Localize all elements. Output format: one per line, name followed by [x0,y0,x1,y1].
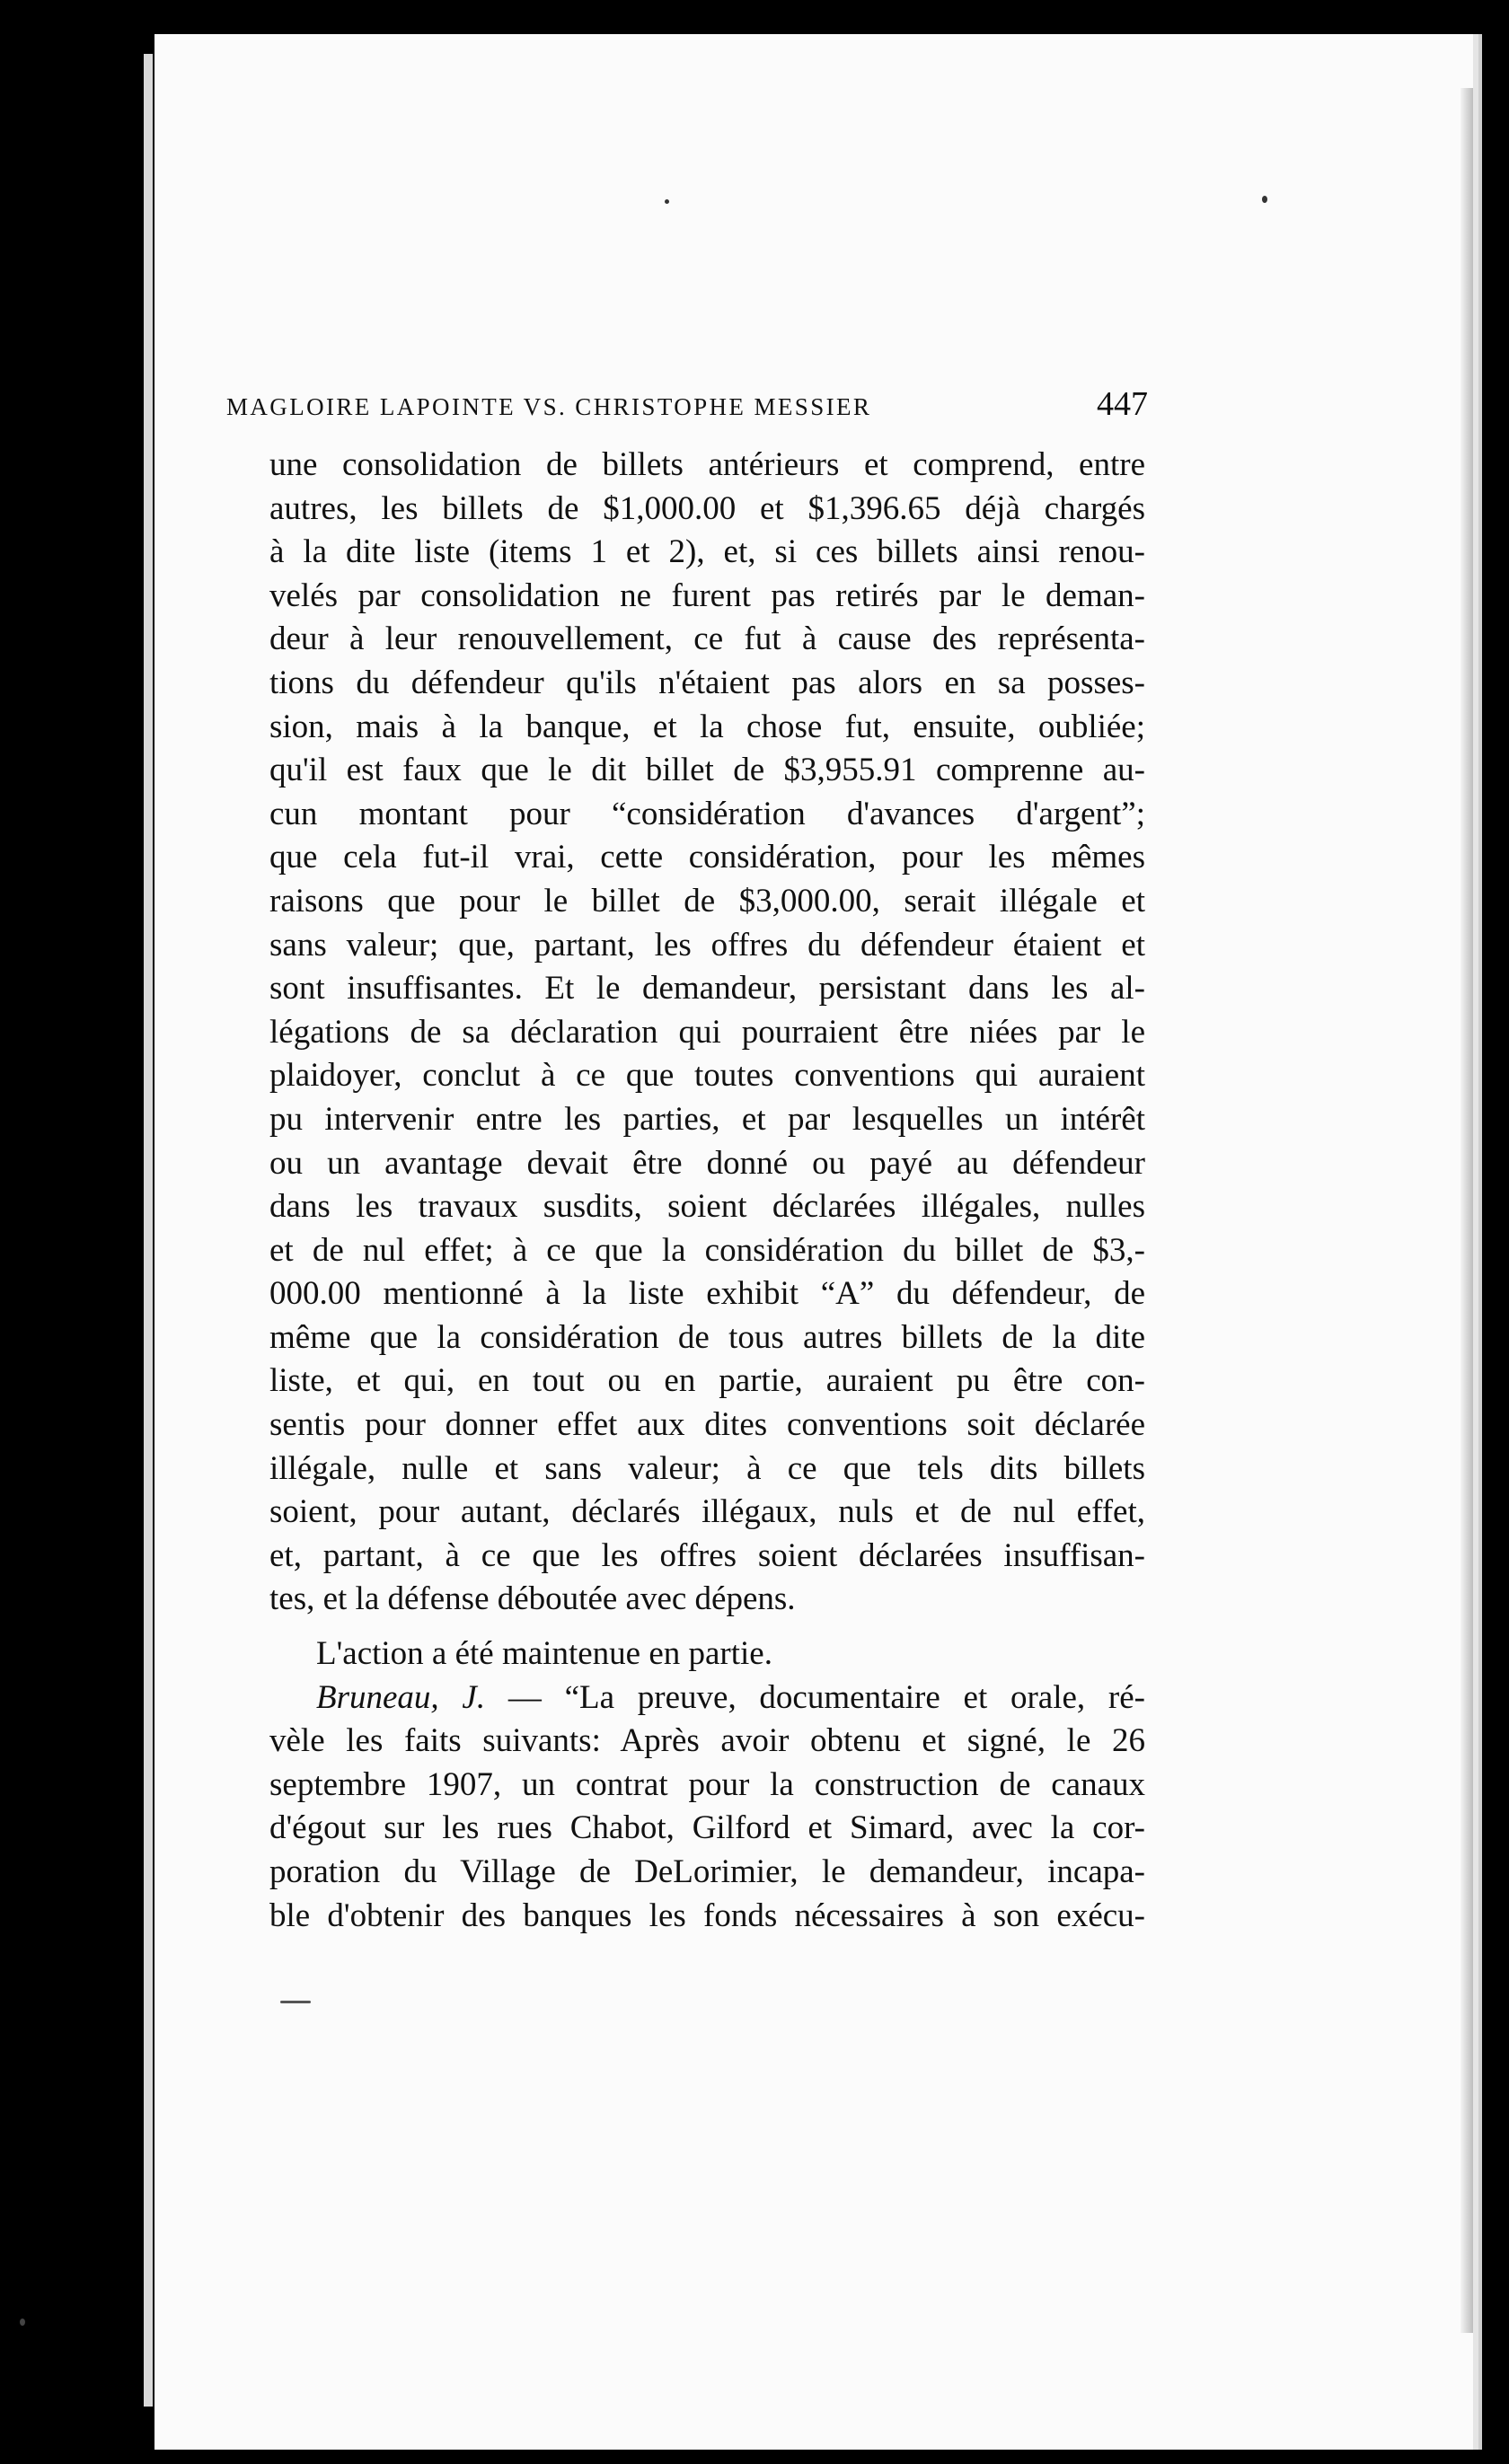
book-spine-edge [144,54,153,2407]
text-line: deur à leur renouvellement, ce fut à cause des représenta- [269,620,1145,658]
text-line: dans les travaux susdits, soient déclarées illégales, nulles [269,1188,1145,1226]
text-line: même que la considération de tous autres billets de la dite [269,1318,1145,1356]
text-line: ou un avantage devait être donné ou payé au défendeur [269,1144,1145,1182]
scan-speck [665,199,669,204]
text-line: poration du Village de DeLorimier, le demandeur, incapa- [269,1853,1145,1890]
text-line: et de nul effet; à ce que la considération du billet de $3,- [269,1231,1145,1269]
text-line: velés par consolidation ne furent pas retirés par le deman- [269,576,1145,614]
text-line: sont insuffisantes. Et le demandeur, persistant dans les al- [269,970,1145,1008]
judgment-opening-text: — “La preuve, documentaire et orale, ré- [485,1678,1145,1716]
scan-speck [280,2001,311,2003]
text-line: vèle les faits suivants: Après avoir obtenu et signé, le 26 [269,1722,1145,1760]
text-line: qu'il est faux que le dit billet de $3,955.91 comprenne au- [269,752,1145,789]
text-line: L'action a été maintenue en partie. [316,1635,772,1673]
judge-name: Bruneau, J. [316,1678,486,1716]
text-line: tions du défendeur qu'ils n'étaient pas alors en sa posses- [269,664,1145,701]
text-line: sans valeur; que, partant, les offres du défendeur étaient et [269,926,1145,964]
text-line: à la dite liste (items 1 et 2), et, si ces billets ainsi renou- [269,533,1145,571]
scan-speck [1262,196,1267,203]
text-line: 000.00 mentionné à la liste exhibit “A” du défendeur, de [269,1275,1145,1313]
text-line: liste, et qui, en tout ou en partie, auraient pu être con- [269,1362,1145,1400]
text-line: illégale, nulle et sans valeur; à ce que tels dits billets [269,1449,1145,1487]
scan-speck [20,2319,25,2326]
text-line: et, partant, à ce que les offres soient déclarées insuffisan- [269,1536,1145,1574]
text-line: ble d'obtenir des banques les fonds nécessaires à son exécu- [269,1896,1145,1934]
text-line: raisons que pour le billet de $3,000.00, serait illégale et [269,882,1145,920]
text-line: que cela fut-il vrai, cette considération, pour les mêmes [269,839,1145,876]
running-head-title: MAGLOIRE LAPOINTE VS. CHRISTOPHE MESSIER [226,393,872,420]
text-line: sentis pour donner effet aux dites conventions soit déclarée [269,1406,1145,1444]
text-line: soient, pour autant, déclarés illégaux, nuls et de nul effet, [269,1493,1145,1531]
text-line: sion, mais à la banque, et la chose fut, ensuite, oubliée; [269,708,1145,745]
text-line: une consolidation de billets antérieurs et comprend, entre [269,446,1145,483]
text-line: pu intervenir entre les parties, et par lesquelles un intérêt [269,1100,1145,1138]
judgment-opening-line [269,1676,1145,1720]
page-number: 447 [1097,385,1148,423]
page-edge-shadow [1460,88,1473,2333]
text-line: plaidoyer, conclut à ce que toutes conventions qui auraient [269,1057,1145,1095]
text-line: légations de sa déclaration qui pourraient être niées par le [269,1013,1145,1051]
text-line: tes, et la défense déboutée avec dépens. [269,1580,796,1618]
body-text [269,444,1145,1938]
running-head [226,384,1148,424]
text-line: d'égout sur les rues Chabot, Gilford et Simard, avec la cor- [269,1809,1145,1847]
text-line: septembre 1907, un contrat pour la construction de canaux [269,1765,1145,1803]
text-line: cun montant pour “considération d'avances d'argent”; [269,795,1145,832]
text-line: autres, les billets de $1,000.00 et $1,396.65 déjà chargés [269,489,1145,527]
